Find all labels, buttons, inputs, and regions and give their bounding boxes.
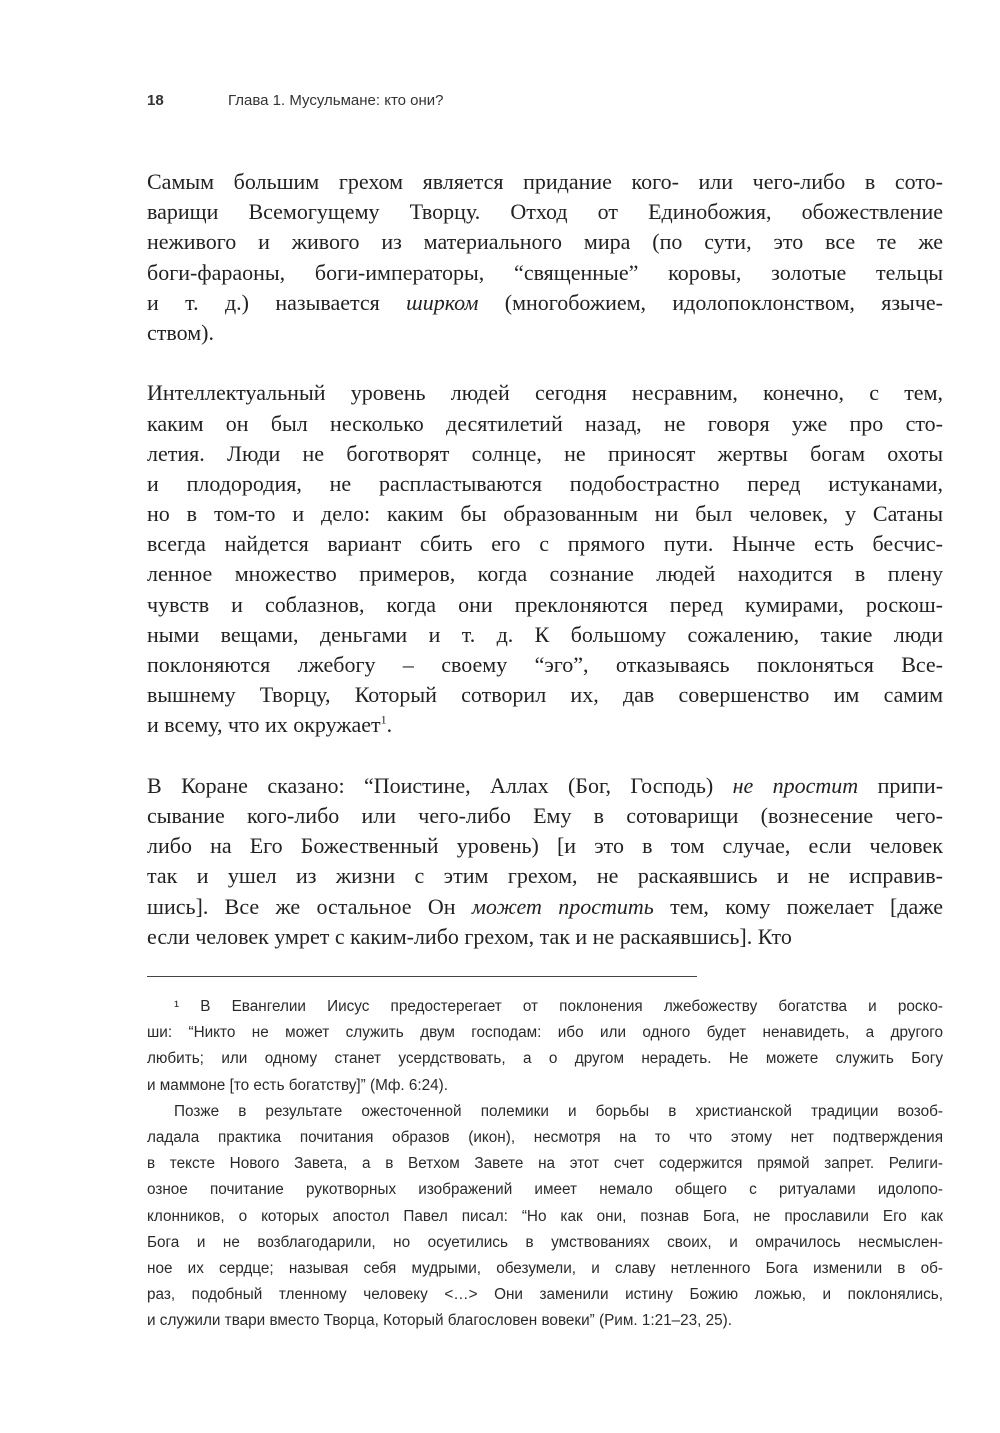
page-number: 18 [147, 92, 164, 109]
footnote-line: Позже в результате ожесточенной полемики и борьбы в христианской традиции возоб- [174, 1102, 943, 1120]
text-line [147, 529, 943, 559]
text-segment: так и ушел из жизни с этим грехом, не раскаявшись и не исправив- [147, 863, 943, 889]
text-line [147, 710, 943, 740]
paragraph [147, 378, 943, 740]
emphasis-text: ширком [406, 289, 479, 315]
text-line [147, 439, 943, 469]
text-segment: В Коране сказано: “Поистине, Аллах (Бог, Господь) [147, 772, 733, 798]
text-line [147, 288, 943, 318]
text-line [147, 197, 943, 227]
text-line [147, 771, 943, 801]
footnote-paragraph [147, 1099, 943, 1335]
text-line [147, 861, 943, 891]
text-line [147, 378, 943, 408]
text-segment: и всему, что их окружает [147, 712, 381, 738]
text-segment: вышнему Творцу, Который сотворил их, дав совершенство им самим [147, 682, 943, 708]
text-segment: чувств и соблазнов, когда они преклоняются перед кумирами, роскош- [147, 591, 943, 617]
text-segment: ленное множество примеров, когда сознание людей находится в плену [147, 561, 943, 587]
emphasis-text: может простить [471, 893, 654, 919]
text-line [147, 409, 943, 439]
text-segment: . [386, 712, 393, 738]
text-segment: шись]. Все же остальное Он [147, 893, 472, 919]
text-segment: (многобожием, идолопоклонством, языче- [478, 289, 943, 315]
text-line [147, 892, 943, 922]
text-line [147, 318, 943, 348]
footnote-line: любить; или одному станет усердствовать, а о другом нерадеть. Не можете служить Богу [147, 1050, 943, 1068]
footnote-line: Бога и не возблагодарили, но осуетились в умствованиях своих, и омрачилось несмыслен- [147, 1233, 943, 1251]
text-segment: Самым большим грехом является придание кого- или чего-либо в сото- [147, 169, 943, 194]
footnote-reference: 1 [380, 713, 387, 728]
text-line [147, 559, 943, 589]
text-line [147, 227, 943, 257]
paragraph [147, 771, 943, 952]
footnote-line: и маммоне [то есть богатству]” (Мф. 6:24). [147, 1076, 449, 1094]
footnote-line: и служили твари вместо Творца, Который благословен вовеки” (Рим. 1:21–23, 25). [147, 1312, 732, 1330]
text-segment: неживого и живого из материального мира (по сути, это все те же [147, 229, 943, 255]
text-segment: каким он был несколько десятилетий назад, не говоря уже про сто- [147, 410, 943, 436]
text-line [147, 801, 943, 831]
text-segment: ством). [147, 319, 214, 345]
text-segment: сывание кого-либо или чего-либо Ему в сотоварищи (вознесение чего- [147, 802, 943, 828]
text-segment: летия. Люди не боготворят солнце, не приносят жертвы богам охоты [147, 440, 943, 466]
paragraph [147, 167, 943, 348]
text-segment: если человек умрет с каким-либо грехом, так и не раскаявшись]. Кто [147, 923, 792, 949]
text-line [147, 499, 943, 529]
text-line [147, 258, 943, 288]
footnote-line: ладала практика почитания образов (икон), несмотря на то что этому нет подтверждения [147, 1128, 943, 1146]
text-line [147, 922, 943, 952]
footnote-line: ши: “Никто не может служить двум господам: ибо или одного будет ненавидеть, а другого [147, 1024, 943, 1042]
text-segment: варищи Всемогущему Творцу. Отход от Единобожия, обожествление [147, 199, 943, 225]
text-segment: либо на Его Божественный уровень) [и это в том случае, если человек [147, 833, 943, 859]
text-segment: припи- [858, 772, 944, 798]
text-line [147, 650, 943, 680]
text-segment: всегда найдется вариант сбить его с прямого пути. Нынче есть бесчис- [147, 531, 943, 557]
footnote-paragraph [147, 994, 943, 1099]
text-line [147, 590, 943, 620]
emphasis-text: не простит [732, 772, 859, 798]
text-segment: и плодородия, не распластываются подобострастно перед истуканами, [147, 470, 943, 496]
text-segment: боги-фараоны, боги-императоры, “священные” коровы, золотые тельцы [147, 259, 943, 285]
text-line [147, 469, 943, 499]
chapter-title: Глава 1. Мусульмане: кто они? [228, 92, 444, 109]
text-segment: Интеллектуальный уровень людей сегодня несравним, конечно, с тем, [147, 380, 943, 406]
text-line [147, 620, 943, 650]
text-segment: но в том-то и дело: каким бы образованным ни был человек, у Сатаны [147, 501, 943, 527]
text-line [147, 167, 943, 197]
text-line [147, 680, 943, 710]
text-line [147, 831, 943, 861]
footnotes [147, 994, 943, 1334]
footnote-line: ¹ В Евангелии Иисус предостерегает от поклонения лжебожеству богатства и роско- [174, 998, 943, 1015]
main-text [147, 167, 943, 982]
footnote-line: ное их сердце; называя себя мудрыми, обезумели, и славу нетленного Бога изменили в об- [147, 1259, 943, 1277]
text-segment: тем, кому пожелает [даже [653, 893, 943, 919]
footnote-line: клонников, о которых апостол Павел писал: “Но как они, познав Бога, не прославили Его как [147, 1207, 943, 1225]
footnote-divider [147, 976, 697, 977]
footnote-line: озное почитание рукотворных изображений имеет немало общего с ритуалами идолопо- [147, 1181, 943, 1199]
footnote-line: в тексте Нового Завета, а в Ветхом Завете на этот счет содержится прямой запрет. Религи- [147, 1155, 943, 1173]
text-segment: и т. д.) называется [147, 289, 407, 315]
footnote-line: раз, подобный тленному человеку <…> Они заменили истину Божию ложью, и поклонялись, [147, 1286, 943, 1304]
text-segment: ными вещами, деньгами и т. д. К большому сожалению, такие люди [147, 621, 943, 647]
text-segment: поклоняются лжебогу – своему “эго”, отказываясь поклоняться Все- [147, 652, 943, 677]
